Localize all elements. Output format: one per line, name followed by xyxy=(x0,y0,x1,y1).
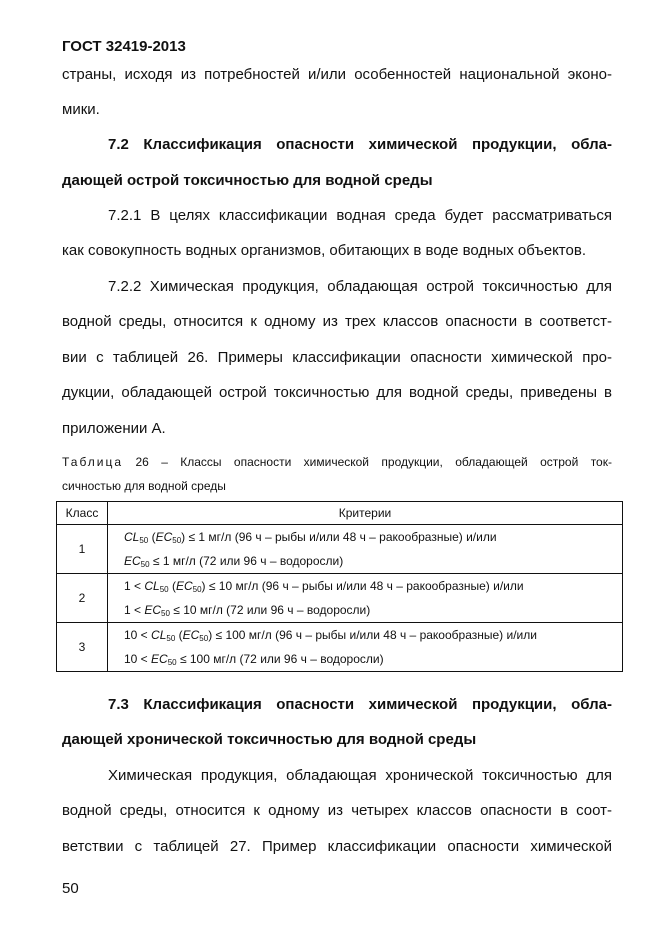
text-line: страны, исходя из потребностей и/или особенностей национальной эконо- xyxy=(62,66,612,83)
criteria-line: $10 < CL_{50}$ $(EC_{50}) \le 100$ мг/л (96 ч – рыбы и/или 48 ч – ракообразные) и/или xyxy=(124,628,537,643)
text-line: водной среды, относится к одному из четырех классов опасности в соот- xyxy=(62,802,612,819)
text-line: мики. xyxy=(62,101,100,118)
text-line: 7.2.1 В целях классификации водная среда будет рассматриваться xyxy=(108,207,612,224)
section-heading-7-2-cont: дающей острой токсичностью для водной среды xyxy=(62,172,433,189)
text-line: 7.2.2 Химическая продукция, обладающая острой токсичностью для xyxy=(108,278,612,295)
criteria-line: $1 < CL_{50}$ $(EC_{50}) \le 10$ мг/л (96 ч – рыбы и/или 48 ч – ракообразные) и/или xyxy=(124,579,524,594)
table-row xyxy=(57,574,623,623)
table-header-row xyxy=(57,502,623,525)
class-cell: 2 xyxy=(57,574,108,623)
class-cell: 3 xyxy=(57,623,108,672)
table-row xyxy=(57,525,623,574)
text-line: приложении А. xyxy=(62,420,166,437)
criteria-line: $10 < EC_{50} \le 100$ мг/л (72 или 96 ч – водоросли) xyxy=(124,652,384,667)
table-caption xyxy=(62,455,612,470)
section-heading-7-2: 7.2 Классификация опасности химической продукции, обла- xyxy=(108,136,612,153)
criteria-cell xyxy=(108,623,623,672)
class-cell: 1 xyxy=(57,525,108,574)
table-row xyxy=(57,623,623,672)
criteria-cell xyxy=(108,574,623,623)
criteria-cell xyxy=(108,525,623,574)
text-line: дукции, обладающей острой токсичностью для водной среды, приведены в xyxy=(62,384,612,401)
table-caption-word: Таблица xyxy=(62,455,124,469)
section-heading-7-3-cont: дающей хронической токсичностью для водной среды xyxy=(62,731,477,748)
section-heading-7-3: 7.3 Классификация опасности химической продукции, обла- xyxy=(108,696,612,713)
column-header-criteria: Критерии xyxy=(108,502,623,525)
table-caption-cont: сичностью для водной среды xyxy=(62,479,226,493)
column-header-class: Класс xyxy=(57,502,108,525)
document-header: ГОСТ 32419-2013 xyxy=(62,38,186,55)
text-line: как совокупность водных организмов, обитающих в воде водных объектов. xyxy=(62,242,586,259)
text-line: ветствии с таблицей 27. Пример классификации опасности химической xyxy=(62,838,612,855)
criteria-line: $1 < EC_{50} \le 10$ мг/л (72 или 96 ч – водоросли) xyxy=(124,603,371,618)
table-caption-text: 26 – Классы опасности химической продукции, обладающей острой ток- xyxy=(135,455,612,469)
text-line: Химическая продукция, обладающая хронической токсичностью для xyxy=(108,767,612,784)
criteria-line: $CL_{50}$ $(EC_{50}) \le 1$ мг/л (96 ч – рыбы и/или 48 ч – ракообразные) и/или xyxy=(124,530,497,545)
criteria-line: $EC_{50} \le 1$ мг/л (72 или 96 ч – водоросли) xyxy=(124,554,344,569)
text-line: вии с таблицей 26. Примеры классификации опасности химической про- xyxy=(62,349,612,366)
hazard-class-table xyxy=(56,501,623,672)
page-number: 50 xyxy=(62,880,79,897)
text-line: водной среды, относится к одному из трех классов опасности в соответст- xyxy=(62,313,612,330)
